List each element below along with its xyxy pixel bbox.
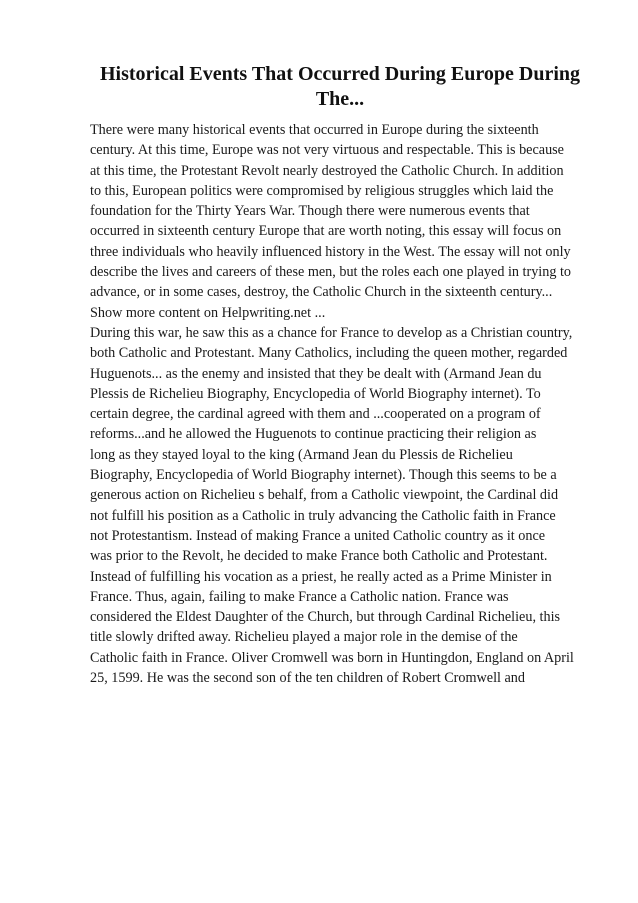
body-line: foundation for the Thirty Years War. Though there were numerous events that	[90, 203, 530, 220]
body-line: describe the lives and careers of these men, but the roles each one played in trying to	[90, 264, 572, 281]
body-line: title slowly drifted away. Richelieu played a major role in the demise of the	[90, 629, 518, 646]
body-line: During this war, he saw this as a chance for France to develop as a Christian country,	[90, 324, 573, 341]
body-line: at this time, the Protestant Revolt nearly destroyed the Catholic Church. In addition	[90, 162, 564, 179]
body-line: both Catholic and Protestant. Many Catholics, including the queen mother, regarded	[90, 345, 568, 362]
document-title	[60, 62, 620, 112]
title-line: The...	[315, 88, 365, 110]
body-line: Plessis de Richelieu Biography, Encyclopedia of World Biography internet). To	[90, 385, 541, 402]
document-body	[90, 120, 610, 688]
body-line: not fulfill his position as a Catholic in truly advancing the Catholic faith in France	[90, 507, 556, 524]
body-line: certain degree, the cardinal agreed with them and ...cooperated on a program of	[90, 406, 541, 423]
body-line: three individuals who heavily influenced history in the West. The essay will not only	[90, 243, 571, 260]
body-line: not Protestantism. Instead of making France a united Catholic country as it once	[90, 527, 546, 544]
title-line: Historical Events That Occurred During Europe During	[99, 63, 581, 85]
body-line: generous action on Richelieu s behalf, from a Catholic viewpoint, the Cardinal did	[90, 487, 559, 504]
body-line: There were many historical events that occurred in Europe during the sixteenth	[90, 122, 539, 138]
body-line: France. Thus, again, failing to make France a Catholic nation. France was	[90, 588, 509, 605]
body-line: Biography, Encyclopedia of World Biography internet). Though this seems to be a	[90, 467, 557, 484]
body-line: 25, 1599. He was the second son of the ten children of Robert Cromwell and	[90, 670, 525, 687]
body-line: considered the Eldest Daughter of the Church, but through Cardinal Richelieu, this	[90, 609, 561, 626]
body-line: century. At this time, Europe was not very virtuous and respectable. This is because	[90, 142, 564, 159]
body-line: was prior to the Revolt, he decided to make France both Catholic and Protestant.	[90, 548, 548, 565]
body-line: Catholic faith in France. Oliver Cromwell was born in Huntingdon, England on April	[90, 649, 574, 666]
body-line: Huguenots... as the enemy and insisted that they be dealt with (Armand Jean du	[90, 365, 542, 382]
body-line: Instead of fulfilling his vocation as a priest, he really acted as a Prime Minister in	[90, 568, 552, 585]
body-line: occurred in sixteenth century Europe that are worth noting, this essay will focus on	[90, 223, 562, 240]
body-line: long as they stayed loyal to the king (Armand Jean du Plessis de Richelieu	[90, 446, 513, 463]
body-line: to this, European politics were compromised by religious struggles which laid the	[90, 182, 554, 199]
show-more-line: Show more content on Helpwriting.net ...	[90, 304, 326, 321]
body-line: reforms...and he allowed the Huguenots to continue practicing their religion as	[90, 426, 537, 443]
body-line: advance, or in some cases, destroy, the Catholic Church in the sixteenth century...	[90, 284, 553, 301]
